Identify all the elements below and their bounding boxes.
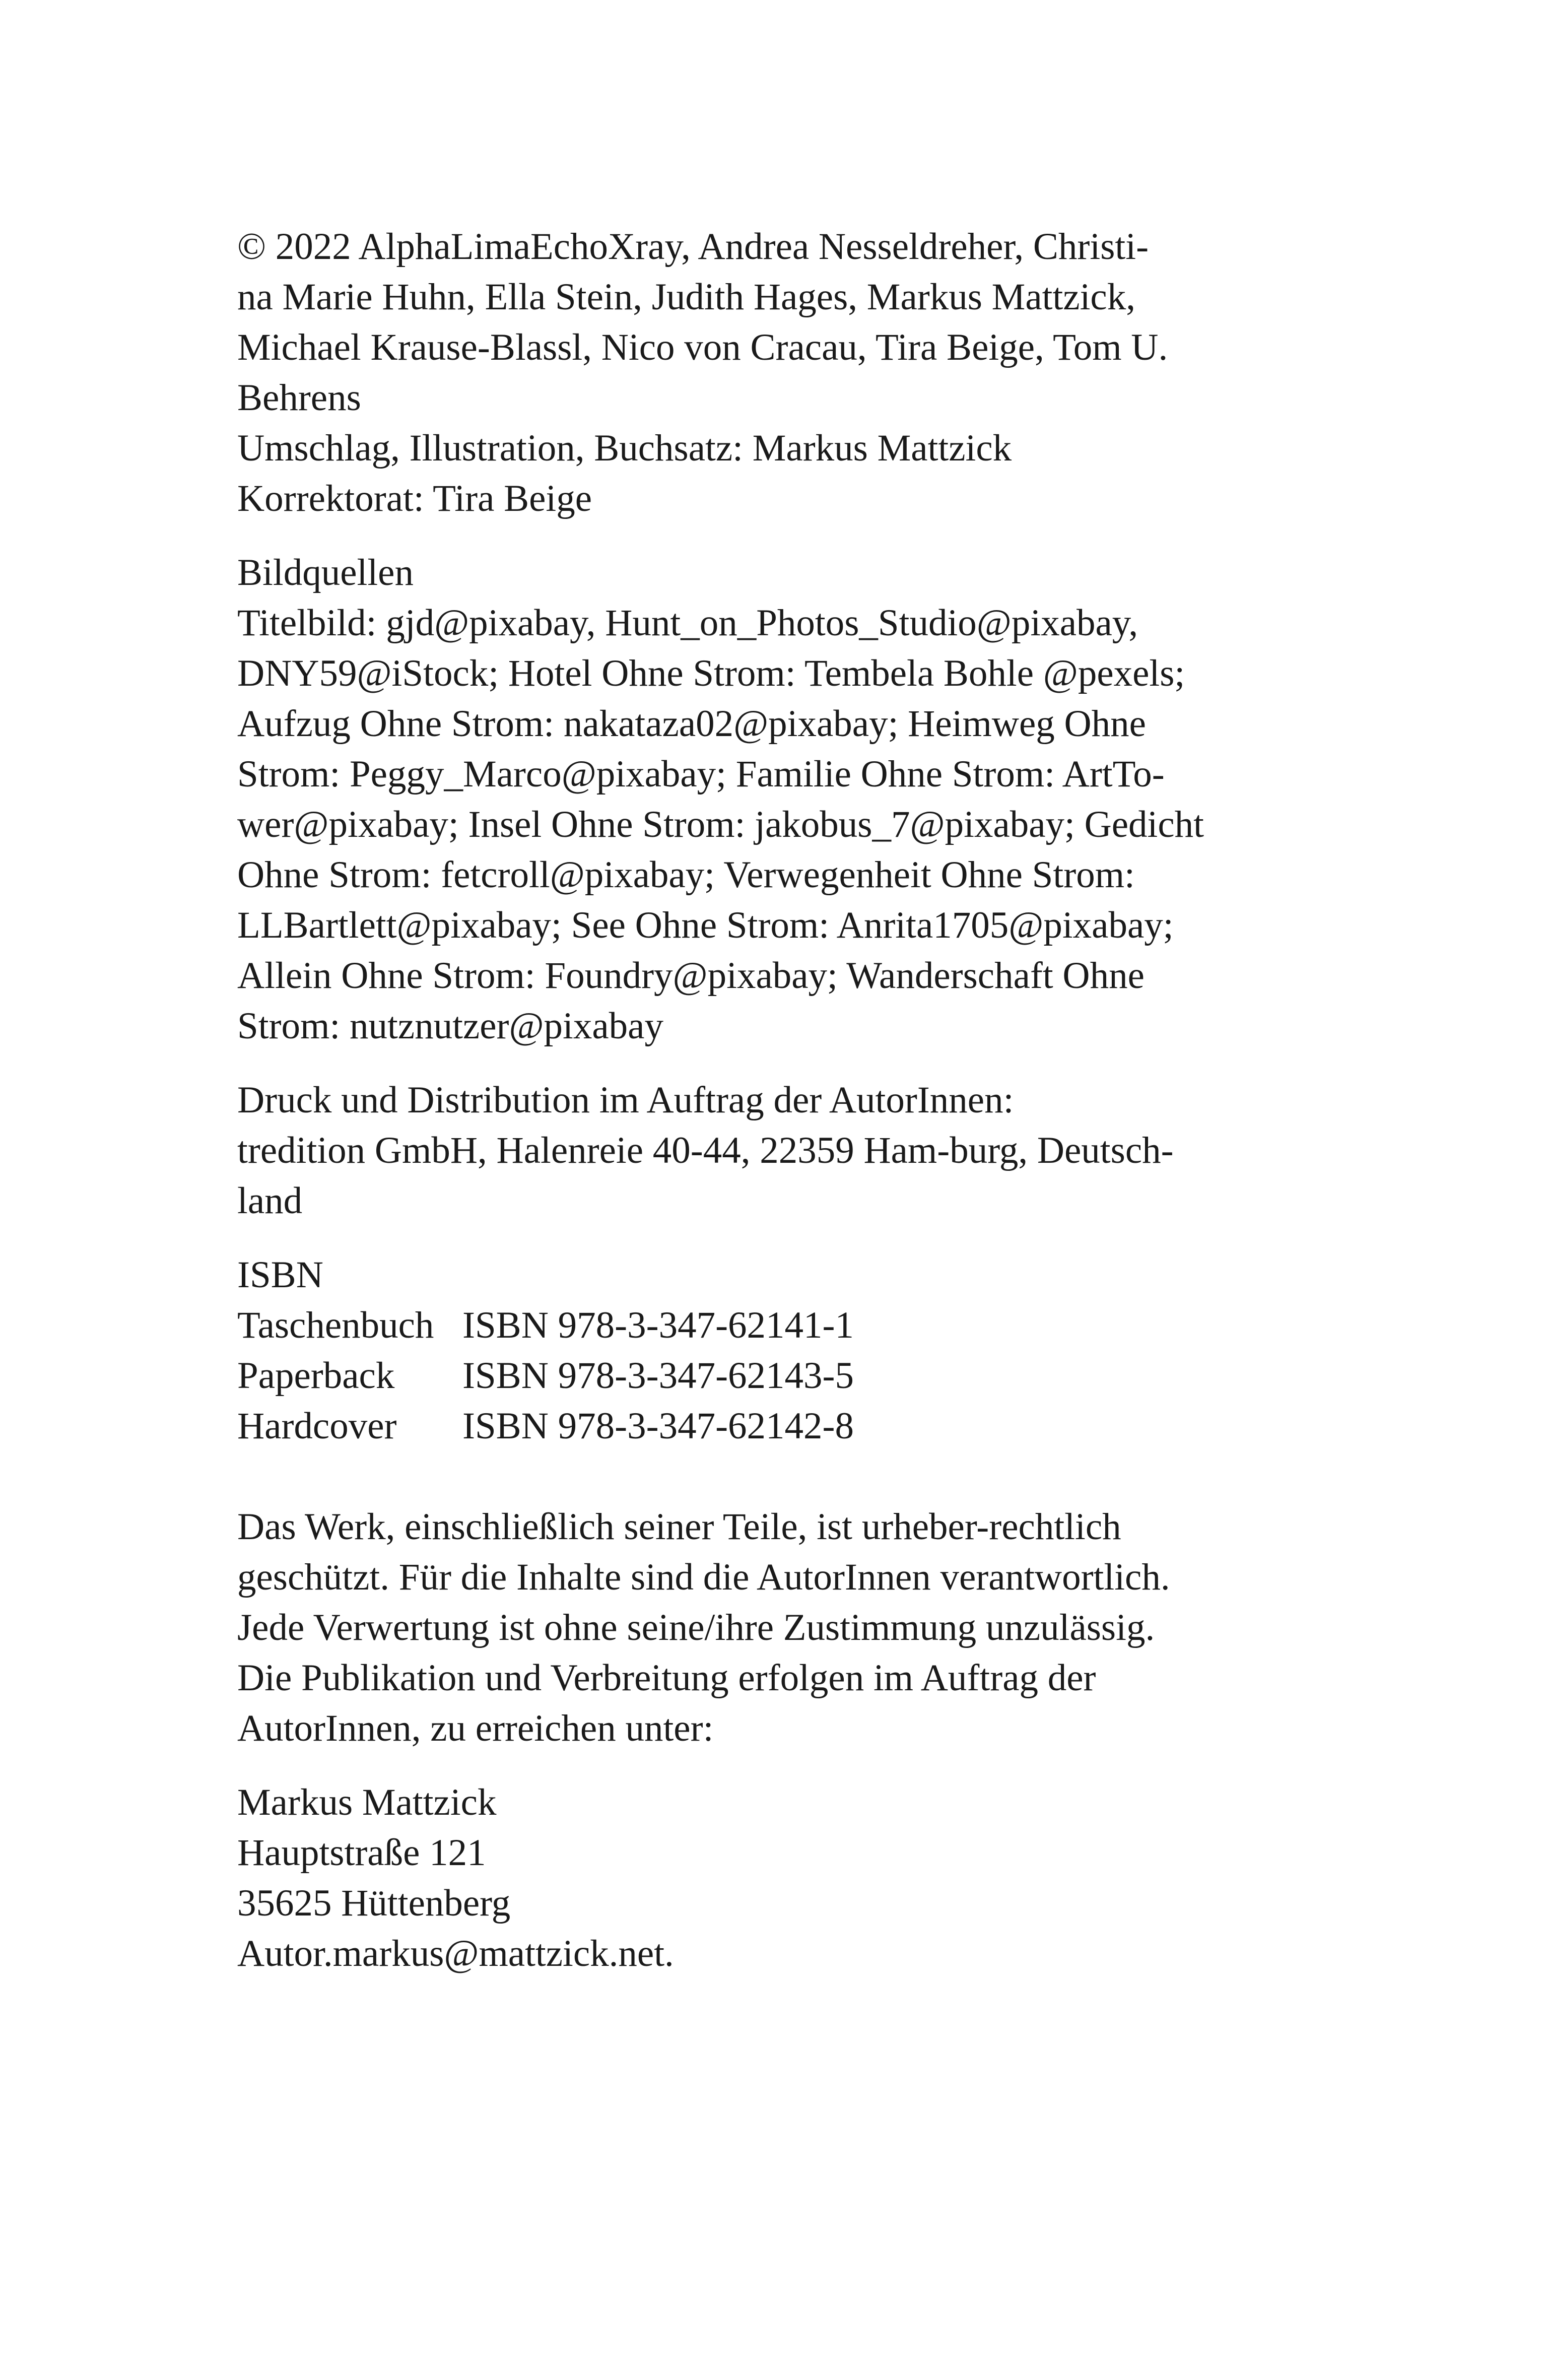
paragraph-gap	[237, 1226, 1295, 1250]
contact-name: Markus Mattzick	[237, 1781, 497, 1823]
isbn-number: ISBN 978-3-347-62141-1	[462, 1304, 854, 1346]
image-sources-line: Strom: Peggy_Marco@pixabay; Familie Ohne Strom: ArtTo-	[237, 753, 1165, 795]
paragraph-gap	[237, 1754, 1295, 1777]
image-sources-heading: Bildquellen	[237, 552, 414, 593]
isbn-row	[237, 1300, 1295, 1351]
credits-line: Umschlag, Illustration, Buchsatz: Markus Mattzick	[237, 427, 1012, 469]
copyright-line: © 2022 AlphaLimaEchoXray, Andrea Nesseldreher, Christi-	[237, 226, 1149, 268]
isbn-format: Hardcover	[237, 1405, 397, 1447]
imprint-text	[237, 222, 1295, 1979]
isbn-section	[237, 1250, 1295, 1451]
contact-street: Hauptstraße 121	[237, 1832, 486, 1874]
isbn-row	[237, 1351, 1295, 1401]
image-sources-line: LLBartlett@pixabay; See Ohne Strom: Anrita1705@pixabay;	[237, 904, 1174, 946]
rights-line: Jede Verwertung ist ohne seine/ihre Zustimmung unzulässig.	[237, 1607, 1155, 1648]
image-sources-line: Strom: nutznutzer@pixabay	[237, 1005, 663, 1047]
isbn-format: Paperback	[237, 1355, 395, 1397]
proofreading-line: Korrektorat: Tira Beige	[237, 478, 592, 519]
contact-section	[237, 1777, 1295, 1979]
image-sources-line: DNY59@iStock; Hotel Ohne Strom: Tembela Bohle @pexels;	[237, 652, 1185, 694]
distribution-section	[237, 1075, 1295, 1226]
rights-line: Die Publikation und Verbreitung erfolgen im Auftrag der	[237, 1657, 1096, 1699]
paragraph-gap	[237, 524, 1295, 548]
isbn-heading: ISBN	[237, 1254, 323, 1296]
image-sources-line: Allein Ohne Strom: Foundry@pixabay; Wanderschaft Ohne	[237, 955, 1145, 997]
copyright-line: na Marie Huhn, Ella Stein, Judith Hages, Markus Mattzick,	[237, 276, 1135, 318]
image-sources-section	[237, 548, 1295, 1051]
isbn-number: ISBN 978-3-347-62143-5	[462, 1355, 854, 1397]
image-sources-line: Aufzug Ohne Strom: nakataza02@pixabay; Heimweg Ohne	[237, 703, 1146, 745]
contact-city: 35625 Hüttenberg	[237, 1882, 511, 1924]
isbn-number: ISBN 978-3-347-62142-8	[462, 1405, 854, 1447]
rights-section	[237, 1502, 1295, 1754]
image-sources-line: wer@pixabay; Insel Ohne Strom: jakobus_7@pixabay; Gedicht	[237, 804, 1204, 845]
copyright-line: Behrens	[237, 377, 361, 419]
image-sources-line: Titelbild: gjd@pixabay, Hunt_on_Photos_Studio@pixabay,	[237, 602, 1138, 644]
paragraph-gap	[237, 1451, 1295, 1502]
paragraph-gap	[237, 1051, 1295, 1075]
isbn-format: Taschenbuch	[237, 1304, 434, 1346]
rights-line: AutorInnen, zu erreichen unter:	[237, 1707, 714, 1749]
copyright-line: Michael Krause-Blassl, Nico von Cracau, Tira Beige, Tom U.	[237, 326, 1168, 368]
isbn-row	[237, 1401, 1295, 1451]
rights-line: Das Werk, einschließlich seiner Teile, ist urheber-rechtlich	[237, 1506, 1121, 1548]
rights-line: geschützt. Für die Inhalte sind die AutorInnen verantwortlich.	[237, 1556, 1170, 1598]
copyright-section	[237, 222, 1295, 524]
contact-email: Autor.markus@mattzick.net.	[237, 1933, 674, 1974]
distribution-line: land	[237, 1180, 303, 1222]
image-sources-line: Ohne Strom: fetcroll@pixabay; Verwegenheit Ohne Strom:	[237, 854, 1135, 896]
distribution-line: tredition GmbH, Halenreie 40-44, 22359 Ham-burg, Deutsch-	[237, 1130, 1174, 1171]
distribution-line: Druck und Distribution im Auftrag der AutorInnen:	[237, 1079, 1014, 1121]
